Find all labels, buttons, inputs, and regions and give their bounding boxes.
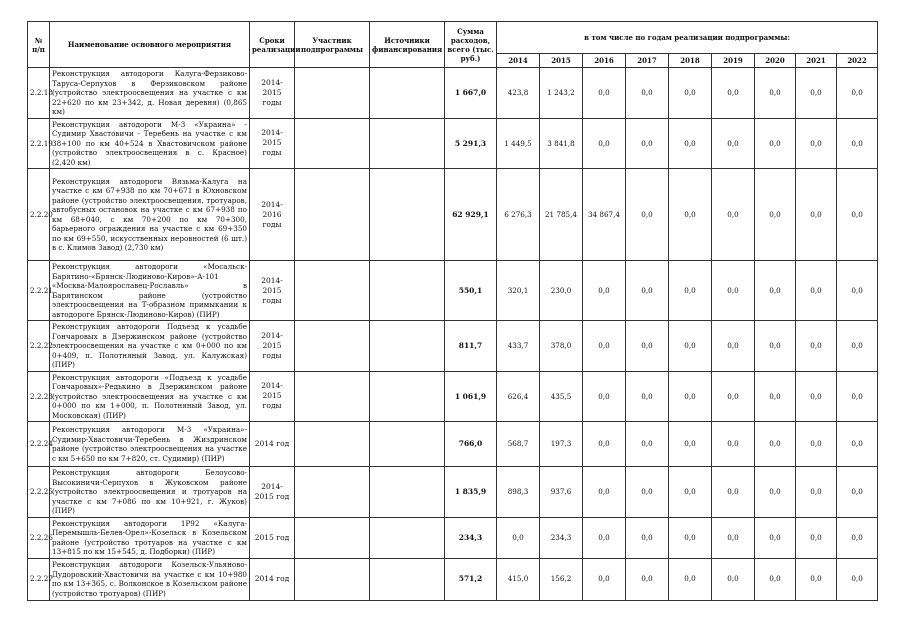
row-period: 2014 год <box>250 558 295 600</box>
row-total: 1 835,9 <box>445 467 497 518</box>
row-year-value: 0,0 <box>755 558 796 600</box>
row-year-value: 0,0 <box>583 261 626 321</box>
year-header: 2022 <box>837 54 878 68</box>
row-year-value: 0,0 <box>755 169 796 261</box>
row-year-value: 3 841,8 <box>540 118 583 169</box>
year-header: 2019 <box>712 54 755 68</box>
row-year-value: 21 785,4 <box>540 169 583 261</box>
row-year-value: 0,0 <box>755 261 796 321</box>
row-year-value: 433,7 <box>497 321 540 372</box>
row-year-value: 0,0 <box>669 261 712 321</box>
row-total: 1 667,0 <box>445 68 497 119</box>
row-description: Реконструкция автодороги Подъезд к усадьбе Гончаровых в Дзержинском районе (устройство электроосвещения на участке с км 0+000 по км 0+409, п. Полотняный Завод, ул. Калужская) (ПИР) <box>50 321 250 372</box>
row-year-value: 0,0 <box>755 321 796 372</box>
table-row <box>28 517 878 558</box>
row-period: 2014-2015 год <box>250 467 295 518</box>
budget-table <box>27 21 878 601</box>
row-total: 234,3 <box>445 517 497 558</box>
row-year-value: 0,0 <box>669 422 712 467</box>
row-year-value: 0,0 <box>837 467 878 518</box>
row-number: 2.2.26 <box>28 517 50 558</box>
row-funding-source <box>370 118 445 169</box>
row-year-value: 234,3 <box>540 517 583 558</box>
row-period: 2014 год <box>250 422 295 467</box>
row-description: Реконструкция автодороги М-3 «Украина»-Судимир-Хвастовичи-Теребень в Жиздринском районе (устройство электроосвещения на участке с км 5+650 по км 7+820, ст. Судимир) (ПИР) <box>50 422 250 467</box>
row-year-value: 0,0 <box>626 422 669 467</box>
col-num-header: № п/п <box>28 22 50 68</box>
row-funding-source <box>370 169 445 261</box>
row-year-value: 0,0 <box>755 467 796 518</box>
row-year-value: 197,3 <box>540 422 583 467</box>
row-number: 2.2.24 <box>28 422 50 467</box>
row-year-value: 0,0 <box>669 321 712 372</box>
row-participant <box>295 169 370 261</box>
row-year-value: 0,0 <box>796 68 837 119</box>
table-row <box>28 169 878 261</box>
row-description: Реконструкция автодороги «Подъезд к усадьбе Гончаровых»-Редькино в Дзержинском районе (устройство электроосвещения на участке с км 0+000 по км 1+000, п. Полотняный Завод, ул. Московская) (ПИР) <box>50 371 250 422</box>
table-row <box>28 467 878 518</box>
row-participant <box>295 118 370 169</box>
row-year-value: 0,0 <box>712 467 755 518</box>
row-total: 62 929,1 <box>445 169 497 261</box>
row-period: 2014-2016 годы <box>250 169 295 261</box>
row-participant <box>295 321 370 372</box>
row-description: Реконструкция автодороги Вязьма-Калуга на участке с км 67+938 по км 70+671 в Юхновском районе (устройство электроосвещения, тротуаров, автобусных остановок на участке с км 67+938 по км 68+040, с км 70+200 по км 70+300, барьерного ограждения на участке с км 69+350 по км 69+550, искусственных неровностей (6 шт.) в с. Климов Завод) (2,730 км) <box>50 169 250 261</box>
row-year-value: 0,0 <box>796 261 837 321</box>
col-name-header: Наименование основного мероприятия <box>50 22 250 68</box>
row-participant <box>295 467 370 518</box>
row-description: Реконструкция автодороги 1Р92 «Калуга-Перемышль-Белев-Орел»-Козельск в Козельском районе (устройство тротуаров на участке с км 13+815 по км 15+545, д. Подборки) (ПИР) <box>50 517 250 558</box>
row-period: 2014-2015 годы <box>250 68 295 119</box>
year-header: 2020 <box>755 54 796 68</box>
row-year-value: 0,0 <box>583 558 626 600</box>
table-row <box>28 261 878 321</box>
year-header: 2017 <box>626 54 669 68</box>
row-description: Реконструкция автодороги Белоусово-Высокиничи-Серпухов в Жуковском районе (устройство электроосвещения и тротуаров на участке с км 7+086 по км 10+921, г. Жуков) (ПИР) <box>50 467 250 518</box>
row-funding-source <box>370 422 445 467</box>
row-year-value: 0,0 <box>755 371 796 422</box>
row-period: 2014-2015 годы <box>250 321 295 372</box>
year-header: 2015 <box>540 54 583 68</box>
row-year-value: 0,0 <box>796 371 837 422</box>
row-number: 2.2.18 <box>28 68 50 119</box>
row-year-value: 435,5 <box>540 371 583 422</box>
row-year-value: 0,0 <box>669 118 712 169</box>
row-funding-source <box>370 517 445 558</box>
row-year-value: 0,0 <box>626 261 669 321</box>
row-year-value: 0,0 <box>626 558 669 600</box>
row-year-value: 0,0 <box>712 261 755 321</box>
row-year-value: 0,0 <box>583 68 626 119</box>
row-year-value: 0,0 <box>755 118 796 169</box>
row-number: 2.2.19 <box>28 118 50 169</box>
row-year-value: 0,0 <box>837 558 878 600</box>
row-year-value: 0,0 <box>837 371 878 422</box>
row-year-value: 0,0 <box>626 118 669 169</box>
row-year-value: 0,0 <box>583 422 626 467</box>
row-period: 2014-2015 годы <box>250 371 295 422</box>
row-number: 2.2.23 <box>28 371 50 422</box>
row-year-value: 0,0 <box>626 467 669 518</box>
col-years-group-header: в том числе по годам реализации подпрограммы: <box>497 22 878 54</box>
table-row <box>28 558 878 600</box>
row-number: 2.2.22 <box>28 321 50 372</box>
row-year-value: 0,0 <box>669 517 712 558</box>
row-year-value: 0,0 <box>837 517 878 558</box>
row-year-value: 0,0 <box>712 169 755 261</box>
row-year-value: 378,0 <box>540 321 583 372</box>
table-row <box>28 321 878 372</box>
row-year-value: 0,0 <box>669 467 712 518</box>
row-description: Реконструкция автодороги «Мосальск-Барятино-«Брянск-Людиново-Киров»-А-101 «Москва-Малоярославец-Рославль» в Барятинском районе (устройство электроосвещения на Т-образном примыкании к автодороге Брянск-Людиново-Киров) (ПИР) <box>50 261 250 321</box>
row-year-value: 0,0 <box>712 321 755 372</box>
row-year-value: 0,0 <box>669 558 712 600</box>
table-row <box>28 118 878 169</box>
col-total-header: Сумма расходов, всего (тыс. руб.) <box>445 22 497 68</box>
row-year-value: 0,0 <box>583 118 626 169</box>
row-year-value: 0,0 <box>626 169 669 261</box>
row-participant <box>295 68 370 119</box>
row-funding-source <box>370 558 445 600</box>
row-year-value: 0,0 <box>755 517 796 558</box>
row-year-value: 0,0 <box>837 118 878 169</box>
year-header: 2014 <box>497 54 540 68</box>
row-year-value: 0,0 <box>583 371 626 422</box>
table-row <box>28 371 878 422</box>
row-participant <box>295 422 370 467</box>
row-year-value: 320,1 <box>497 261 540 321</box>
row-participant <box>295 558 370 600</box>
row-number: 2.2.25 <box>28 467 50 518</box>
row-year-value: 0,0 <box>755 422 796 467</box>
row-total: 811,7 <box>445 321 497 372</box>
budget-table-sheet <box>27 21 877 601</box>
row-total: 766,0 <box>445 422 497 467</box>
row-period: 2014-2015 годы <box>250 118 295 169</box>
row-year-value: 0,0 <box>712 68 755 119</box>
row-participant <box>295 371 370 422</box>
row-year-value: 0,0 <box>837 422 878 467</box>
row-number: 2.2.20 <box>28 169 50 261</box>
year-header: 2021 <box>796 54 837 68</box>
row-description: Реконструкция автодороги Козельск-Ульяново-Дудоровский-Хвастовичи на участке с км 10+980 по км 13+365, с. Волконское в Козельском районе (устройство тротуаров) (ПИР) <box>50 558 250 600</box>
row-year-value: 0,0 <box>796 118 837 169</box>
row-year-value: 0,0 <box>796 467 837 518</box>
row-funding-source <box>370 467 445 518</box>
row-year-value: 0,0 <box>712 422 755 467</box>
row-year-value: 423,8 <box>497 68 540 119</box>
row-year-value: 0,0 <box>837 169 878 261</box>
row-participant <box>295 261 370 321</box>
row-total: 1 061,9 <box>445 371 497 422</box>
row-description: Реконструкция автодороги М-3 «Украина» - Судимир Хвастовичи - Теребень на участке с км 38+100 по км 40+524 в Хвастовичском районе (устройство электроосвещения в с. Красное) (2,420 км) <box>50 118 250 169</box>
row-year-value: 0,0 <box>712 371 755 422</box>
row-period: 2014-2015 годы <box>250 261 295 321</box>
col-period-header: Сроки реализации <box>250 22 295 68</box>
row-year-value: 0,0 <box>626 517 669 558</box>
row-year-value: 415,0 <box>497 558 540 600</box>
row-year-value: 0,0 <box>626 321 669 372</box>
row-year-value: 230,0 <box>540 261 583 321</box>
row-year-value: 0,0 <box>755 68 796 119</box>
row-year-value: 0,0 <box>669 169 712 261</box>
row-year-value: 0,0 <box>837 261 878 321</box>
row-funding-source <box>370 68 445 119</box>
row-year-value: 0,0 <box>796 321 837 372</box>
col-sources-header: Источники финансирования <box>370 22 445 68</box>
col-participant-header: Участник подпрограммы <box>295 22 370 68</box>
row-year-value: 1 243,2 <box>540 68 583 119</box>
row-number: 2.2.27 <box>28 558 50 600</box>
table-row <box>28 68 878 119</box>
year-header: 2016 <box>583 54 626 68</box>
row-year-value: 156,2 <box>540 558 583 600</box>
row-participant <box>295 517 370 558</box>
row-year-value: 568,7 <box>497 422 540 467</box>
row-year-value: 0,0 <box>796 422 837 467</box>
row-year-value: 0,0 <box>796 169 837 261</box>
row-number: 2.2.21 <box>28 261 50 321</box>
row-funding-source <box>370 321 445 372</box>
header-row <box>28 22 878 54</box>
row-year-value: 0,0 <box>669 68 712 119</box>
row-year-value: 0,0 <box>626 371 669 422</box>
row-year-value: 34 867,4 <box>583 169 626 261</box>
table-body <box>28 68 878 601</box>
row-year-value: 0,0 <box>497 517 540 558</box>
row-year-value: 6 276,3 <box>497 169 540 261</box>
row-year-value: 0,0 <box>583 467 626 518</box>
row-year-value: 0,0 <box>796 517 837 558</box>
row-year-value: 1 449,5 <box>497 118 540 169</box>
row-year-value: 898,3 <box>497 467 540 518</box>
row-funding-source <box>370 261 445 321</box>
row-year-value: 0,0 <box>837 68 878 119</box>
row-year-value: 0,0 <box>796 558 837 600</box>
row-total: 5 291,3 <box>445 118 497 169</box>
row-period: 2015 год <box>250 517 295 558</box>
row-year-value: 0,0 <box>837 321 878 372</box>
row-year-value: 0,0 <box>583 321 626 372</box>
row-year-value: 937,6 <box>540 467 583 518</box>
row-year-value: 0,0 <box>583 517 626 558</box>
row-year-value: 0,0 <box>712 517 755 558</box>
row-total: 550,1 <box>445 261 497 321</box>
row-year-value: 626,4 <box>497 371 540 422</box>
table-row <box>28 422 878 467</box>
row-funding-source <box>370 371 445 422</box>
year-header: 2018 <box>669 54 712 68</box>
row-year-value: 0,0 <box>712 118 755 169</box>
row-year-value: 0,0 <box>626 68 669 119</box>
row-description: Реконструкция автодороги Калуга-Ферзиково-Таруса-Серпухов в Ферзиковском районе (устройство электроосвещения на участке с км 22+620 по км 23+342, д. Новая деревня) (0,865 км) <box>50 68 250 119</box>
row-year-value: 0,0 <box>669 371 712 422</box>
row-year-value: 0,0 <box>712 558 755 600</box>
row-total: 571,2 <box>445 558 497 600</box>
